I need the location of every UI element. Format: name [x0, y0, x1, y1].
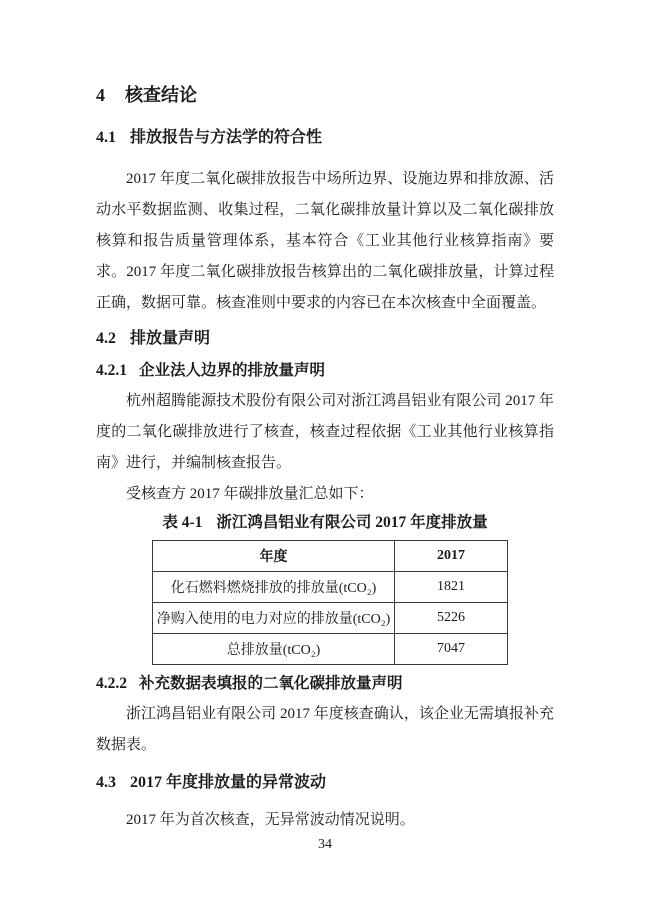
section-4-2-2-heading: [96, 674, 554, 694]
table-header-year: 年度: [153, 541, 395, 572]
section-4-3-title: 2017 年度排放量的异常波动: [130, 774, 327, 791]
table-row-total: [153, 634, 508, 665]
row-fossil-fuel-value: 1821: [395, 572, 508, 603]
section-4-1-number: 4.1: [96, 129, 116, 146]
paragraph-supplementary-data: 浙江鸿昌铝业有限公司 2017 年度核查确认，该企业无需填报补充数据表。: [96, 706, 554, 753]
section-4-2-2-number: 4.2.2: [96, 675, 127, 692]
row-fossil-fuel-label: 化石燃料燃烧排放的排放量(tCO₂): [153, 572, 395, 603]
paragraph-summary-intro: 受核查方 2017 年碳排放量汇总如下：: [126, 486, 374, 502]
table-header-2017: 2017: [395, 541, 508, 572]
section-4-2-1-heading: [96, 361, 554, 381]
section-4-2-number: 4.2: [96, 330, 116, 347]
section-4-3-number: 4.3: [96, 774, 116, 791]
section-4-1-title: 排放报告与方法学的符合性: [130, 129, 323, 146]
section-4-3-heading: [96, 773, 554, 793]
row-total-label: 总排放量(tCO₂): [153, 634, 395, 665]
table-caption: [96, 512, 554, 534]
paragraph-abnormal-fluctuation: 2017 年为首次核查，无异常波动情况说明。: [126, 812, 415, 828]
section-4-heading: [96, 84, 554, 106]
section-4-2-1-number: 4.2.1: [96, 362, 127, 379]
table-row-electricity: [153, 603, 508, 634]
section-4-2-1-title: 企业法人边界的排放量声明: [139, 362, 326, 379]
table-caption-label: 表 4-1: [162, 514, 203, 531]
row-electricity-value: 5226: [395, 603, 508, 634]
section-4-2-heading: [96, 329, 554, 349]
section-4-number: 4: [96, 85, 105, 105]
row-total-value: 7047: [395, 634, 508, 665]
paragraph-verification-scope: 杭州超腾能源技术股份有限公司对浙江鸿昌铝业有限公司 2017 年度的二氧化碳排放进行了核查，核查过程依据《工业其他行业核算指南》进行，并编制核查报告。: [96, 393, 554, 471]
section-4-1-heading: [96, 128, 554, 148]
page-content: [96, 84, 554, 836]
section-4-2-title: 排放量声明: [130, 330, 211, 347]
section-4-title: 核查结论: [125, 85, 197, 105]
page-number: 34: [318, 837, 332, 852]
table-header-row: [153, 541, 508, 572]
section-4-2-2-title: 补充数据表填报的二氧化碳排放量声明: [139, 675, 403, 692]
emissions-table: [152, 540, 508, 665]
table-caption-text: 浙江鸿昌铝业有限公司 2017 年度排放量: [216, 514, 488, 531]
paragraph-compliance: 2017 年度二氧化碳排放报告中场所边界、设施边界和排放源、活动水平数据监测、收集过程，二氧化碳排放量计算以及二氧化碳排放核算和报告质量管理体系，基本符合《工业其他行业核算指南》要求。2017 年度二氧化碳排放报告核算出的二氧化碳排放量，计算过程正确，数据可靠。核查准则中要求的内容已在本次核查中全面覆盖。: [96, 171, 554, 311]
row-electricity-label: 净购入使用的电力对应的排放量(tCO₂): [153, 603, 395, 634]
table-row-fossil-fuel: [153, 572, 508, 603]
